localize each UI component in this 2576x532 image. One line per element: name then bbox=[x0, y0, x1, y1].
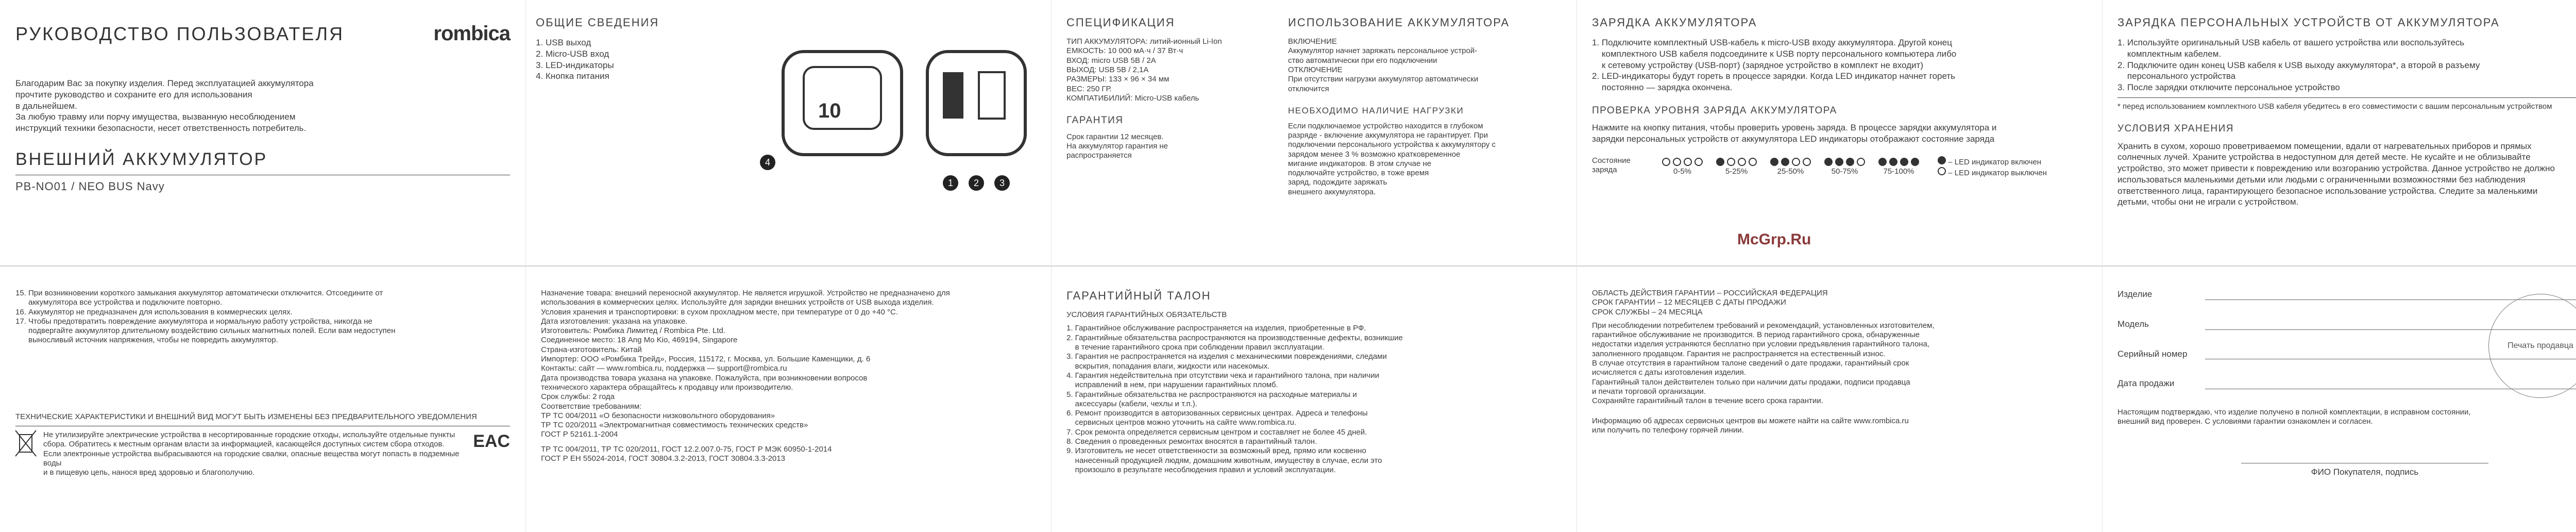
device-capacity-label: 10 bbox=[818, 99, 841, 122]
led-dot-icon bbox=[1727, 158, 1735, 166]
led-legend bbox=[1938, 156, 2047, 178]
fold-line bbox=[2102, 0, 2103, 532]
back-panel bbox=[15, 289, 510, 526]
callout-badge: 4 bbox=[760, 155, 775, 170]
card-field-serial: Серийный номер bbox=[2117, 348, 2576, 360]
charge-level-label: Состояние заряда bbox=[1592, 156, 1631, 175]
card-field-date: Дата продажи bbox=[2117, 378, 2576, 389]
led-dot-icon bbox=[1673, 158, 1681, 166]
spec-text: ТИП АККУМУЛЯТОРА: литий-ионный Li-Ion ЕМКОСТЬ: 10 000 мА·ч / 37 Вт·ч ВХОД: micro USB 5В / 2А ВЫХОД: USB 5В / 2,1А РАЗМЕРЫ: 133 × 96 × 34 мм ВЕС: 250 ГР. КОМПАТИБИЛИЙ: Micro-USB кабель bbox=[1066, 37, 1222, 103]
card-field-product: Изделие bbox=[2117, 289, 2576, 300]
charge-level bbox=[1716, 156, 1757, 177]
led-dot-icon bbox=[1835, 158, 1843, 166]
storage-text: Хранить в сухом, хорошо проветриваемом помещении, вдали от нагревательных приборов и прямых солнечных лучей. Храните устройства в недоступном для детей месте. Не кусайте и не облизывайте устройство, это может привести к повреждению или возгоранию устройства. Данное устройство не должно использоваться маленькими детьми или людьми с ограниченными возможностями без наблюдения ответственного лица, гарантирующего безопасное использование устройства. Следите за маленькими детьми, чтобы они не играли с устройством. bbox=[2117, 141, 2555, 207]
led-dot-icon bbox=[1878, 158, 1887, 166]
guarantee-subtitle: УСЛОВИЯ ГАРАНТИЙНЫХ ОБЯЗАТЕЛЬСТВ bbox=[1066, 310, 1227, 320]
callout-badge: 3 bbox=[994, 175, 1010, 191]
product-name: ВНЕШНИЙ АККУМУЛЯТОР bbox=[15, 149, 268, 169]
charge-level-value: 50-75% bbox=[1831, 167, 1858, 176]
charging-title: ЗАРЯДКА АККУМУЛЯТОРА bbox=[1592, 16, 1757, 29]
led-dot-icon bbox=[1889, 158, 1897, 166]
led-dot-icon bbox=[1738, 158, 1746, 166]
usage-panel bbox=[1288, 15, 1566, 258]
usage-title: ИСПОЛЬЗОВАНИЕ АККУМУЛЯТОРА bbox=[1288, 16, 1510, 29]
charge-level-value: 5-25% bbox=[1725, 167, 1748, 176]
seller-stamp: Печать продавца bbox=[2488, 294, 2576, 398]
service-title: ОБЛАСТЬ ДЕЙСТВИЯ ГАРАНТИИ – РОССИЙСКАЯ ФЕДЕРАЦИЯ bbox=[1592, 289, 1828, 297]
charge-level bbox=[1878, 156, 1919, 177]
spec-panel bbox=[1066, 15, 1252, 258]
guarantee-card bbox=[2117, 289, 2576, 526]
recycle-bin-icon bbox=[15, 430, 36, 456]
personal-text: 1. Используйте оригинальный USB кабель от вашего устройства или воспользуйтесь комплектным кабелем. 2. Подключите один конец USB кабеля к USB выходу аккумулятора*, а второй в разъему персонального устройства 3. После зарядки отключите персональное устройство bbox=[2117, 38, 2480, 93]
led-dot-icon bbox=[1803, 158, 1811, 166]
load-note-text: Если подключаемое устройство находится в глубоком разряде - включение аккумулятора не гарантирует. При подключении персонального устройства к аккумулятору с зарядом менее 3 % возможно кратковременное мигание индикаторов. В этом случае не подключайте устройство, в тоже время заряд, подождите заряжать внешнего аккумулятора. bbox=[1288, 121, 1496, 196]
charge-level-row bbox=[1592, 156, 2087, 178]
product-model: PB-NO01 / NEO BUS Navy bbox=[15, 180, 165, 193]
charge-level-value: 25-50% bbox=[1777, 167, 1804, 176]
charge-level-value: 75-100% bbox=[1883, 167, 1914, 176]
charge-level bbox=[1824, 156, 1865, 177]
led-dot-icon bbox=[1857, 158, 1865, 166]
warranty-title: ГАРАНТИЯ bbox=[1066, 115, 1124, 126]
led-dot-icon bbox=[1749, 158, 1757, 166]
overview-item: 4. Кнопка питания bbox=[536, 71, 609, 81]
guarantee-text: 1. Гарантийное обслуживание распространяется на изделия, приобретенные в РФ. 2. Гарантийные обязательства распространяются на производственные дефекты, возникшие в течение гарантийного срока при соблюдении правил эксплуатации. 3. Гарантия не распространяется на изделия с механическими повреждениями, следами вскрытия, попадания влаги, жидкости или насекомых. 4. Гарантия недействительна при отсутствии чека и гарантийного талона, при наличии исправлений в нем, при нарушении гарантийных пломб. 5. Гарантийные обязательства не распространяются на расходные материалы и аксессуары (кабели, чехлы и т.п.). 6. Ремонт производится в авторизованных сервисных центрах. Адреса и телефоны сервисных центров можно уточнить на сайте www.rombica.ru. 7. Срок ремонта определяется сервисным центром и составляет не более 45 дней. 8. Сведения о проведенных ремонтах вносятся в гарантийный талон. 9. Изготовитель не несет ответственности за возможный вред, прямо или косвенно нанесенный продукцией людям, домашним животным, имуществу в случае, если это произошло в результате несоблюдения правил и условий эксплуатации. bbox=[1066, 324, 1403, 474]
led-dot-icon bbox=[1694, 158, 1703, 166]
recycle-text: Не утилизируйте электрические устройства в несортированные городские отходы, используйте отдельные пункты сбора. Обратитесь к местным органам власти за информацией, касающейся доступных систем сбора отходов. Если электронные устройства выбрасываются на городские свалки, опасные вещества могут попасть в подземные воды и в пищевую цепь, нанося вред здоровью и благополучию. bbox=[43, 430, 460, 477]
overview-title: ОБЩИЕ СВЕДЕНИЯ bbox=[536, 16, 659, 29]
maker-panel bbox=[541, 289, 1036, 526]
led-dot-icon bbox=[1716, 158, 1724, 166]
load-note-title: НЕОБХОДИМО НАЛИЧИЕ НАГРУЗКИ bbox=[1288, 105, 1464, 115]
service-panel bbox=[1592, 289, 2087, 526]
charging-text: 1. Подключите комплектный USB-кабель к micro-USB входу аккумулятора. Другой конец комплектного USB кабеля подсоедините к USB порту персонального компьютера либо к сетевому устройству (USB-порт) (зарядное устройство в комплект не входит) 2. LED-индикаторы будут гореть в процессе зарядки. Когда LED индикатор начнет гореть постоянно — зарядка окончена. bbox=[1592, 38, 1957, 93]
guarantee-title: ГАРАНТИЙНЫЙ ТАЛОН bbox=[1066, 289, 1211, 302]
overview-item: 2. Micro-USB вход bbox=[536, 48, 609, 59]
overview-item: 1. USB выход bbox=[536, 38, 591, 48]
service-text: При несоблюдении потребителем требований и рекомендаций, установленных изготовителем, гарантийное обслуживание не производится. В период гарантийного срока, обнаруженные недостатки изделия устраняются бесплатно при условии предъявления гарантийного талона, заполненного продавцом. Гарантия не распространяется на естественный износ. В случае отсутствия в гарантийном талоне сведений о дате продажи, гарантийный срок исчисляется с даты изготовления изделия. Гарантийный талон действителен только при наличии даты продажи, подписи продавца и печати торговой организации. Сохраняйте гарантийный талон в течение всего срока гарантии. bbox=[1592, 321, 1935, 406]
callout-badge: 1 bbox=[943, 175, 958, 191]
charge-level-list bbox=[1662, 156, 1919, 177]
buyer-signature: ФИО Покупателя, подпись bbox=[2241, 463, 2488, 478]
led-dot-icon bbox=[1781, 158, 1789, 166]
led-dot-icon bbox=[1684, 158, 1692, 166]
cover-panel bbox=[15, 21, 510, 247]
device-illustration bbox=[765, 41, 1041, 258]
charging-panel bbox=[1592, 15, 2087, 258]
led-dot-icon bbox=[1662, 158, 1670, 166]
overview-panel bbox=[536, 15, 690, 258]
cover-thanks: Благодарим Вас за покупку изделия. Перед эксплуатацией аккумулятора прочтите руководство и сохраните его для использования в дальнейшем. За любую травму или порчу имущества, вызванную несоблюдением инструкций техники безопасности, несет ответственность потребитель. bbox=[15, 78, 314, 134]
charge-level-value: 0-5% bbox=[1673, 167, 1692, 176]
service-term: СРОК ГАРАНТИИ – 12 МЕСЯЦЕВ С ДАТЫ ПРОДАЖИ bbox=[1592, 298, 1786, 307]
cert-text: ТР ТС 004/2011, ТР ТС 020/2011, ГОСТ 12.2.007.0-75, ГОСТ Р МЭК 60950-1-2014 ГОСТ Р ЕН 55024-2014, ГОСТ 30804.3.2-2013, ГОСТ 30804.3.3-2013 bbox=[541, 444, 832, 463]
personal-panel bbox=[2117, 15, 2576, 258]
overview-item: 3. LED-индикаторы bbox=[536, 60, 614, 70]
led-dot-icon bbox=[1770, 158, 1778, 166]
charge-level bbox=[1662, 156, 1703, 177]
led-dot-icon bbox=[1846, 158, 1854, 166]
service-info: Информацию об адресах сервисных центров вы можете найти на сайте www.rombica.ru или получить по телефону горячей линии. bbox=[1592, 416, 1909, 435]
check-title: ПРОВЕРКА УРОВНЯ ЗАРЯДА АККУМУЛЯТОРА bbox=[1592, 105, 1837, 116]
led-dot-icon bbox=[1900, 158, 1908, 166]
led-dot-icon bbox=[1824, 158, 1833, 166]
personal-footnote: * перед использованием комплектного USB кабеля убедитесь в его совместимости с вашим персональным устройством bbox=[2117, 102, 2552, 111]
fold-line bbox=[0, 265, 2576, 267]
led-off-icon bbox=[1938, 167, 1946, 175]
back-footnote: ТЕХНИЧЕСКИЕ ХАРАКТЕРИСТИКИ И ВНЕШНИЙ ВИД МОГУТ БЫТЬ ИЗМЕНЕНЫ БЕЗ ПРЕДВАРИТЕЛЬНОГО УВЕДОМЛЕНИЯ bbox=[15, 412, 477, 421]
led-on-icon bbox=[1938, 156, 1946, 164]
guarantee-panel bbox=[1066, 289, 1561, 526]
card-agree-text: Настоящим подтверждаю, что изделие получено в полной комплектации, в исправном состоянии, внешний вид проверен. С условиями гарантии ознакомлен и согласен. bbox=[2117, 408, 2471, 426]
storage-title: УСЛОВИЯ ХРАНЕНИЯ bbox=[2117, 123, 2234, 135]
warranty-text: Срок гарантии 12 месяцев. На аккумулятор гарантия не распространяется bbox=[1066, 132, 1168, 160]
personal-title: ЗАРЯДКА ПЕРСОНАЛЬНЫХ УСТРОЙСТВ ОТ АККУМУЛЯТОРА bbox=[2117, 16, 2500, 29]
eac-mark: EAC bbox=[473, 431, 510, 452]
spec-title: СПЕЦИФИКАЦИЯ bbox=[1066, 16, 1175, 29]
card-field-model: Модель bbox=[2117, 319, 2576, 330]
maker-text: Назначение товара: внешний переносной аккумулятор. Не является игрушкой. Устройство не предназначено для использования в коммерческих целях. Используйте для зарядки внешних устройств от USB выхода изделия. Условия хранения и транспортировки: в сухом прохладном месте, при температуре от 0 до +40 °С. Дата изготовления: указана на упаковке. Изготовитель: Ромбика Лимитед / Rombica Pte. Ltd. Соединенное место: 18 Ang Mo Kio, 469194, Singapore Страна-изготовитель: Китай Импортер: ООО «Ромбика Трейд», Россия, 115172, г. Москва, ул. Большие Каменщики, д. 6 Контакты: сайт — www.rombica.ru, поддержка — support@rombica.ru Дата производства товара указана на упаковке. Пожалуйста, при возникновении вопросов технического характера обращайтесь к продавцу или производителю. Срок службы: 2 года Соответствие требованиям: ТР ТС 004/2011 «О безопасности низковольтного оборудования» ТР ТС 020/2011 «Электромагнитная совместимость технических средств» ГОСТ Р 52161.1-2004 bbox=[541, 289, 950, 439]
brand-logo: rombica bbox=[433, 22, 510, 45]
charge-level bbox=[1770, 156, 1811, 177]
led-dot-icon bbox=[1911, 158, 1919, 166]
usage-text: ВКЛЮЧЕНИЕ Аккумулятор начнет заряжать персональное устрой- ство автоматически при его подключении ОТКЛЮЧЕНИЕ При отсутствии нагрузки аккумулятор автоматически отключится bbox=[1288, 37, 1479, 93]
led-legend-on: – LED индикатор включен bbox=[1948, 157, 2042, 167]
led-legend-off: – LED индикатор выключен bbox=[1948, 169, 2047, 178]
recycle-row bbox=[15, 430, 510, 477]
callout-badge: 2 bbox=[969, 175, 984, 191]
divider bbox=[2117, 97, 2576, 98]
service-life: СРОК СЛУЖБЫ – 24 МЕСЯЦА bbox=[1592, 307, 1703, 317]
watermark: McGrp.Ru bbox=[1737, 231, 1811, 248]
back-text: 15. При возникновении короткого замыкания аккумулятор автоматически отключится. Отсоедините от аккумулятора все устройства и подключите повторно. 16. Аккумулятор не предназначен для использования в коммерческих целях. 17. Чтобы предотвратить повреждение аккумулятора и нормальную работу устройства, никогда не подвергайте аккумулятор длительному воздействию сильных магнитных полей. Если вам недоступен выносливый источник напряжения, чтобы не повредить аккумулятор. bbox=[15, 289, 396, 345]
led-dot-icon bbox=[1792, 158, 1800, 166]
fold-line bbox=[1051, 0, 1052, 532]
cover-title: РУКОВОДСТВО ПОЛЬЗОВАТЕЛЯ bbox=[15, 23, 344, 44]
check-text: Нажмите на кнопку питания, чтобы проверить уровень заряда. В процессе зарядки аккумулятора и зарядки персональных устройств от аккумулятора LED индикаторы отображают состояние заряда bbox=[1592, 123, 1997, 144]
